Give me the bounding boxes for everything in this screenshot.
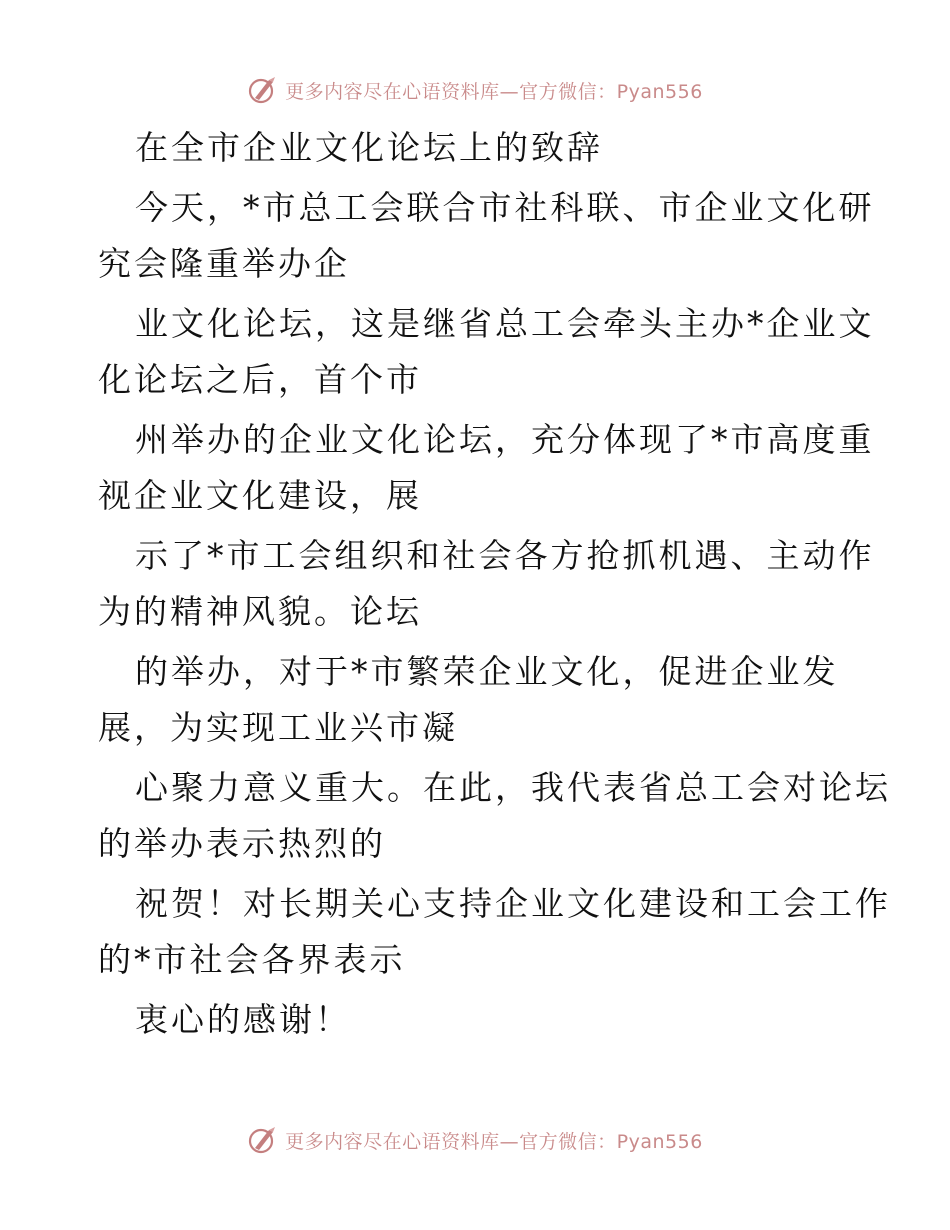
paragraph-line: 为的精神风貌。论坛: [98, 592, 422, 631]
paragraph-line: 衷心的感谢！: [135, 1000, 351, 1039]
paragraph-line: 今天，*市总工会联合市社科联、市企业文化研: [135, 188, 875, 227]
document-title: 在全市企业文化论坛上的致辞: [135, 128, 603, 167]
quill-pen-logo-icon: [247, 74, 279, 106]
paragraph-line: 展，为实现工业兴市凝: [98, 708, 458, 747]
paragraph-line: 祝贺！对长期关心支持企业文化建设和工会工作: [135, 884, 891, 923]
quill-pen-logo-icon: [247, 1124, 279, 1156]
paragraph-line: 化论坛之后，首个市: [98, 360, 422, 399]
footer-banner-text: 更多内容尽在心语资料库—官方微信：Pyan556: [285, 1130, 703, 1153]
paragraph-line: 究会隆重举办企: [98, 244, 350, 283]
paragraph-line: 的举办，对于*市繁荣企业文化，促进企业发: [135, 652, 839, 691]
paragraph-line: 的*市社会各界表示: [98, 940, 406, 979]
paragraph-line: 的举办表示热烈的: [98, 824, 386, 863]
header-banner-text: 更多内容尽在心语资料库—官方微信：Pyan556: [285, 80, 703, 103]
paragraph-line: 示了*市工会组织和社会各方抢抓机遇、主动作: [135, 536, 875, 575]
paragraph-line: 州举办的企业文化论坛，充分体现了*市高度重: [135, 420, 875, 459]
footer-banner: [0, 1120, 950, 1160]
paragraph-line: 业文化论坛，这是继省总工会牵头主办*企业文: [135, 304, 875, 343]
paragraph-line: 视企业文化建设，展: [98, 476, 422, 515]
paragraph-line: 心聚力意义重大。在此，我代表省总工会对论坛: [135, 768, 891, 807]
header-banner: [0, 70, 950, 110]
